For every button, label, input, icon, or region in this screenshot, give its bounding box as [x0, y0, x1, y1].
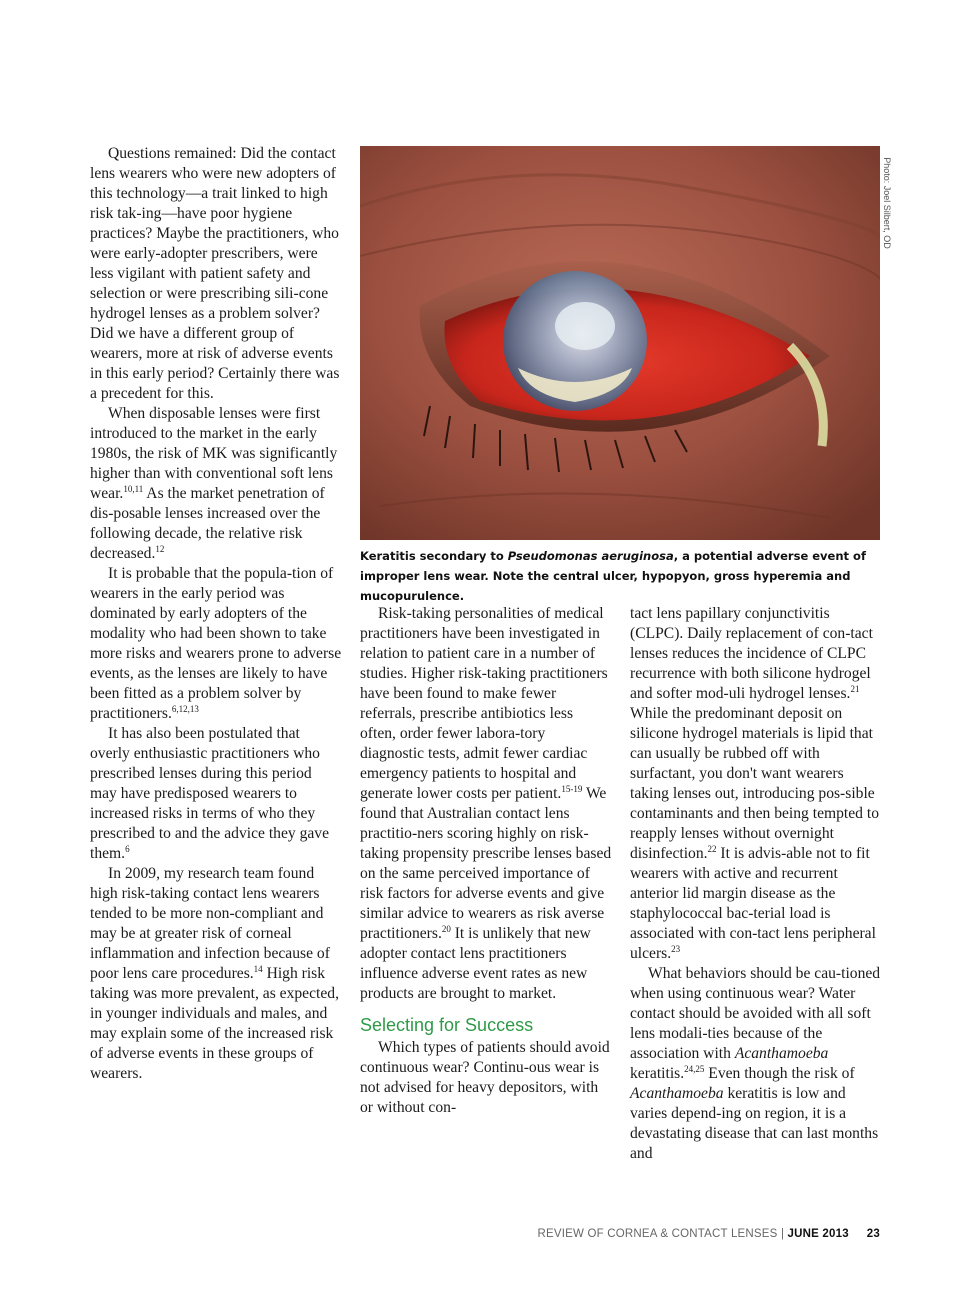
column-2 — [360, 604, 612, 1118]
paragraph: It is probable that the popula-tion of wearers in the early period was dominated by early adopters of the modality who had been shown to take more risks and wearers prone to adverse events, as the lenses are likely to have been fitted as a problem solver by practitioners.$^{6,12,13}$ — [90, 565, 342, 722]
reference: 10,11 — [123, 484, 144, 494]
page-number: 23 — [866, 1228, 880, 1240]
figure-caption: Keratitis secondary to Pseudomonas aeruginosa, a potential adverse event of improper lens wear. Note the central ulcer, hypopyon, gross hyperemia and mucopurulence. — [360, 549, 866, 603]
photo-credit: Photo: Joel Silbert, OD — [882, 157, 892, 249]
paragraph: Risk-taking personalities of medical practitioners have been investigated in relation to patient care in a number of studies. Higher risk-taking practitioners have been found to make fewer referrals, prescribe antibiotics less often, order fewer labora-tory diagnostic tests, admit fewer cardiac emergency patients to hospital and generate lower costs per patient.$^{15-19}$ We found that Australian contact lens practitio-ners scoring highly on risk-taking propensity prescribe lenses based on the same perceived importance of risk factors for adverse events and give similar advice to wearers as risk averse practitioners.$^{20}$ It is unlikely that new adopter contact lens practitioners influence adverse event rates as new products are brought to market. — [360, 605, 612, 1002]
eye-keratitis-photo — [360, 146, 880, 540]
paragraph: When disposable lenses were first introduced to the market in the early 1980s, the risk of MK was significantly higher than with conventional soft lens wear.$^{10,11}$ As the market penetration of dis-posable lenses increased over the following decade, the relative risk decreased.$^{12}$ — [90, 405, 338, 562]
reference: 14 — [253, 964, 263, 974]
issue-date: JUNE 2013 — [787, 1228, 849, 1240]
page-footer: REVIEW OF CORNEA & CONTACT LENSES | JUNE 2013 23 — [537, 1228, 880, 1240]
column-1 — [90, 144, 342, 1084]
subheading: Selecting for Success — [360, 1015, 534, 1035]
reference: 15-19 — [561, 784, 583, 794]
paragraph: It has also been postulated that overly enthusiastic practitioners who prescribed lenses during this period may have predisposed wearers to increased risks in terms of who they prescribed to and the advice they gave them.$^6$ — [90, 725, 330, 862]
reference: 22 — [707, 844, 717, 854]
paragraph: What behaviors should be cau-tioned when using continuous wear? Water contact should be avoided with all soft lens modali-ties because of the association with Acanthamoeba keratitis.$^{24,25}$ Even though the risk of Acanthamoeba keratitis is low and varies depend-ing on region, it is a devastating disease that can last months and — [630, 965, 881, 1162]
reference: 6,12,13 — [171, 704, 199, 714]
paragraph: Questions remained: Did the contact lens wearers who were new adopters of this technology—a trait linked to high risk tak-ing—have poor hygiene practices? Maybe the practitioners, who were early-adopter prescribers, were less vigilant with patient safety and selection or were prescribing sili-cone hydrogel lenses as a problem solver? Did we have a different group of wearers, more at risk of adverse events in this early period? Certainly there was a precedent for this. — [90, 145, 340, 402]
reference: 23 — [671, 944, 681, 954]
paragraph: In 2009, my research team found high risk-taking contact lens wearers tended to be more non-compliant and may be at greater risk of corneal inflammation and infection because of poor lens care procedures.$^{14}$ High risk taking was more prevalent, as expected, in younger individuals and males, and may explain some of the increased risk of adverse events in these groups of wearers. — [90, 865, 339, 1082]
reference: 24,25 — [684, 1064, 705, 1074]
column-3 — [630, 604, 882, 1164]
reference: 6 — [125, 844, 130, 854]
reference: 21 — [850, 684, 860, 694]
journal-name: REVIEW OF CORNEA & CONTACT LENSES — [537, 1228, 778, 1240]
reference: 20 — [441, 924, 451, 934]
paragraph: Which types of patients should avoid continuous wear? Continu-ous wear is not advised for heavy depositors, with or without con- — [360, 1039, 610, 1116]
reference: 12 — [155, 544, 165, 554]
paragraph: tact lens papillary conjunctivitis (CLPC). Daily replacement of con-tact lenses reduces the incidence of CLPC recurrence with both silicone hydrogel and softer mod-uli hydrogel lenses.$^{21}$ While the predominant deposit on silicone hydrogel materials is lipid that can usually be rubbed off with surfactant, you don't want wearers taking lenses out, introducing pos-sible contaminants and then being tempted to reapply lenses without overnight disinfection.$^{22}$ It is advis-able not to fit wearers with active and recurrent anterior lid margin disease as the staphylococcal bac-terial load is associated with con-tact lens peripheral ulcers.$^{23}$ — [630, 605, 880, 962]
